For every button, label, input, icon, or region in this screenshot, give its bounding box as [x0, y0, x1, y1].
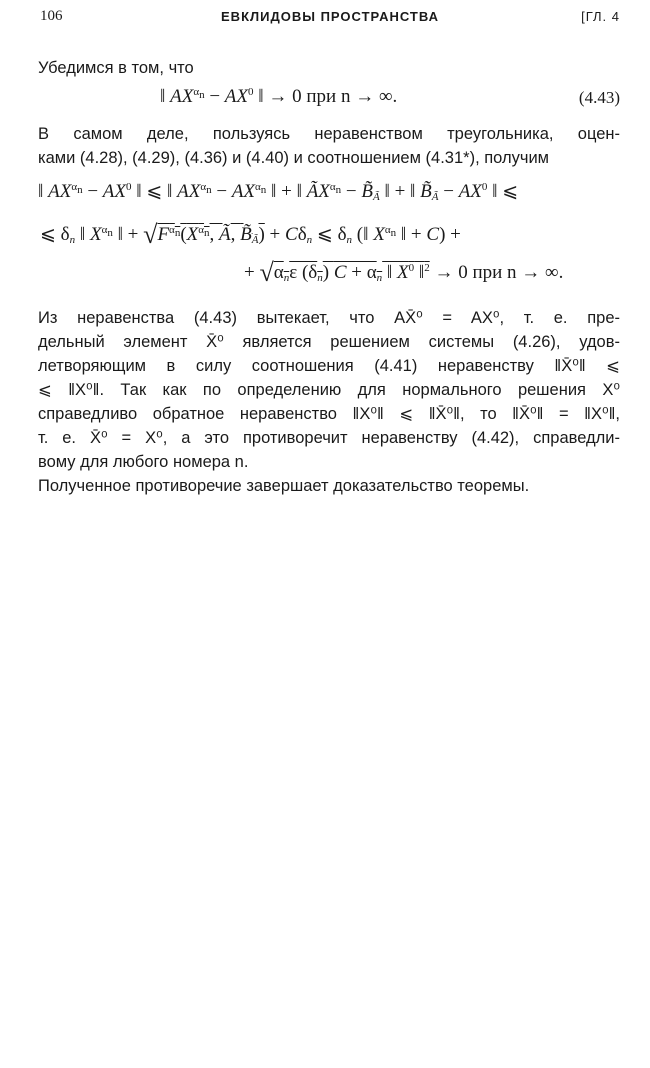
- equation-number: (4.43): [578, 88, 620, 107]
- page-header: [40, 8, 620, 28]
- paragraph-2-line-5: справедливо обратное неравенство ‖X⁰‖ ⩽ ‖X̄⁰‖, то ‖X̄⁰‖ = ‖X⁰‖,: [38, 405, 620, 423]
- chapter-marker: [ГЛ. 4: [581, 9, 620, 24]
- inequality-chain-line-1: ‖ $AX^{\alpha_n} - AX^0$ ‖ ⩽ ‖ $AX^{\alpha_n} - AX^{\alpha_n}$ ‖ + ‖ $ÃX^{\alpha_n}$ − $B̃_Ã$ ‖ + ‖ $B̃_Ã - AX^0$ ‖ ⩽: [38, 181, 519, 203]
- inequality-chain-tail: → 0 при n → ∞.: [434, 262, 564, 283]
- inequality-chain-line-3: + $√\alpha_n\varepsilon$ $(\delta_n) C + \alpha_n$ ‖ $X^0$ ‖$^2$ → 0 при n → ∞.: [244, 258, 564, 287]
- formula-4-43: ‖ $AX^{\alpha_n} - AX^0$ ‖ → 0 при n → ∞.: [160, 86, 398, 107]
- paragraph-2-line-2: дельный элемент X̄⁰ является решением системы (4.26), удов-: [38, 333, 620, 351]
- paragraph-1-line-2: ками (4.28), (4.29), (4.36) и (4.40) и соотношением (4.31*), получим: [38, 149, 550, 167]
- inequality-chain-line-2: ⩽ $\delta_n$ ‖ $X^{\alpha_n}$ ‖ + $√F^{\alpha_n}(X^{\alpha_n}$, Ã, $B̃_Ã) + C\delta_n$ ⩽ $\delta_n$ (‖ $X^{\alpha_n}$ ‖ + C) +: [40, 220, 461, 249]
- running-title: ЕВКЛИДОВЫ ПРОСТРАНСТВА: [221, 9, 439, 24]
- paragraph-2-line-4: ⩽ ‖X⁰‖. Так как по определению для нормального решения X⁰: [38, 381, 620, 399]
- intro-line: Убедимся в том, что: [38, 59, 194, 77]
- formula-4-43-tail: → 0 при n → ∞.: [268, 86, 398, 107]
- paragraph-3: Полученное противоречие завершает доказательство теоремы.: [38, 477, 530, 495]
- paragraph-2-line-3: летворяющим в силу соотношения (4.41) неравенству ‖X̄⁰‖ ⩽: [38, 357, 620, 375]
- paragraph-1-line-1: В самом деле, пользуясь неравенством треугольника, оцен-: [38, 125, 620, 143]
- page-number: 106: [40, 8, 63, 24]
- paragraph-2-line-1: Из неравенства (4.43) вытекает, что AX̄⁰ = AX⁰, т. е. пре-: [38, 309, 620, 327]
- paragraph-2-line-6: т. е. X̄⁰ = X⁰, а это противоречит неравенству (4.42), справедли-: [38, 429, 620, 447]
- paragraph-2-line-7: вому для любого номера n.: [38, 453, 249, 471]
